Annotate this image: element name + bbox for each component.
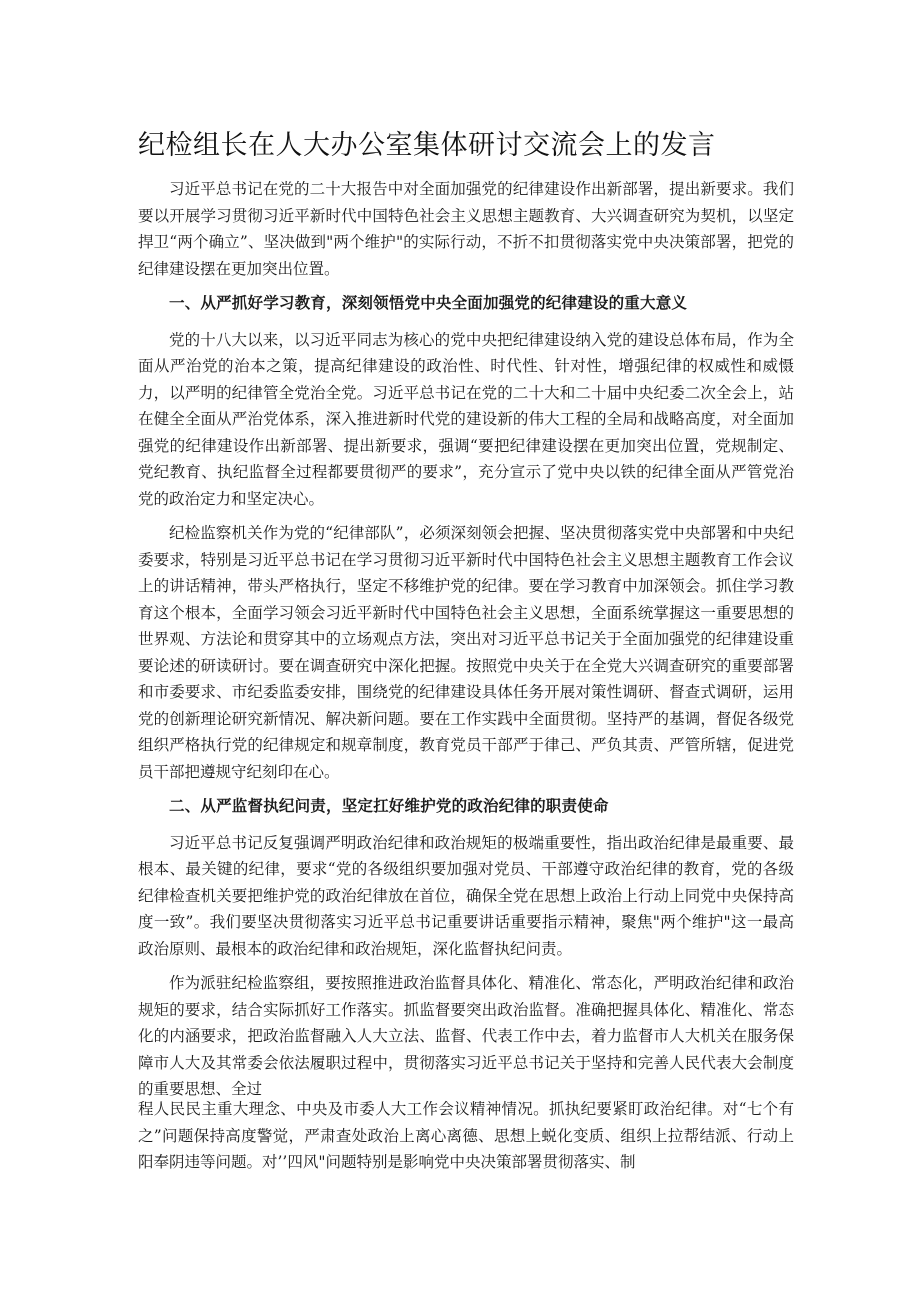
- paragraph-section1-2: 纪检监察机关作为党的“纪律部队”，必须深刻领会把握、坚决贯彻落实党中央部署和中央纪委要求，特别是习近平总书记在学习贯彻习近平新时代中国特色社会主义思想主题教育工作会议上的讲话精神，带头严格执行，坚定不移维护党的纪律。要在学习教育中加深领会。抓住学习教育这个根本，全面学习领会习近平新时代中国特色社会主义思想，全面系统掌握这一重要思想的世界观、方法论和贯穿其中的立场观点方法，突出对习近平总书记关于全面加强党的纪律建设重要论述的研读研讨。要在调查研究中深化把握。按照党中央关于在全党大兴调查研究的重要部署和市委要求、市纪委监委安排，围绕党的纪律建设具体任务开展对策性调研、督查式调研，运用党的创新理论研究新情况、解决新问题。要在工作实践中全面贯彻。坚持严的基调，督促各级党组织严格执行党的纪律规定和规章制度，教育党员干部严于律己、严负其责、严管所辖，促进党员干部把遵规守纪刻印在心。: [138, 524, 794, 781]
- section-heading-2: 二、从严监督执纪问责，坚定扛好维护党的政治纪律的职责使命: [169, 796, 609, 815]
- paragraph-section2-2: 作为派驻纪检监察组，要按照推进政治监督具体化、精准化、常态化，严明政治纪律和政治规矩的要求，结合实际抓好工作落实。抓监督要突出政治监督。准确把握具体化、精准化、常态化的内涵要求，把政治监督融入人大立法、监督、代表工作中去，着力监督市人大机关在服务保障市人大及其常委会依法履职过程中，贯彻落实习近平总书记关于坚持和完善人民代表大会制度的重要思想、全过: [138, 974, 794, 1098]
- document-body: [138, 176, 794, 1111]
- paragraph-section1-1: 党的十八大以来，以习近平同志为核心的党中央把纪律建设纳入党的建设总体布局，作为全面从严治党的治本之策，提高纪律建设的政治性、时代性、针对性，增强纪律的权威性和威慑力，以严明的纪律管全党治全党。习近平总书记在党的二十大和二十届中央纪委二次全会上，站在健全全面从严治党体系，深入推进新时代党的建设新的伟大工程的全局和战略高度，对全面加强党的纪律建设作出新部署、提出新要求，强调“要把纪律建设摆在更加突出位置，党规制定、党纪教育、执纪监督全过程都要贯彻严的要求”，充分宣示了党中央以铁的纪律全面从严管党治党的政治定力和坚定决心。: [138, 330, 794, 508]
- paragraph-continuation: 程人民民主重大理念、中央及市委人大工作会议精神情况。抓执纪要紧盯政治纪律。对“七个有之”问题保持高度警觉，严肃查处政治上离心离德、思想上蜕化变质、组织上拉帮结派、行动上阳奉阴违等问题。对’’四风"问题特别是影响党中央决策部署贯彻落实、制: [138, 1100, 794, 1171]
- paragraph-intro: 习近平总书记在党的二十大报告中对全面加强党的纪律建设作出新部署，提出新要求。我们要以开展学习贯彻习近平新时代中国特色社会主义思想主题教育、大兴调查研究为契机，以坚定捍卫“两个确立”、坚决做到"两个维护"的实际行动，不折不扣贯彻落实党中央决策部署，把党的纪律建设摆在更加突出位置。: [138, 180, 794, 278]
- section-heading-1: 一、从严抓好学习教育，深刻领悟党中央全面加强党的纪律建设的重大意义: [169, 293, 688, 312]
- document-title: 纪检组长在人大办公室集体研讨交流会上的发言: [138, 130, 716, 161]
- paragraph-section2-1: 习近平总书记反复强调严明政治纪律和政治规矩的极端重要性，指出政治纪律是最重要、最根本、最关键的纪律，要求“党的各级组织要加强对党员、干部遵守政治纪律的教育，党的各级纪律检查机关要把维护党的政治纪律放在首位，确保全党在思想上政治上行动上同党中央保持高度一致”。我们要坚决贯彻落实习近平总书记重要讲话重要指示精神，聚焦"两个维护"这一最高政治原则、最根本的政治纪律和政治规矩，深化监督执纪问责。: [138, 833, 794, 958]
